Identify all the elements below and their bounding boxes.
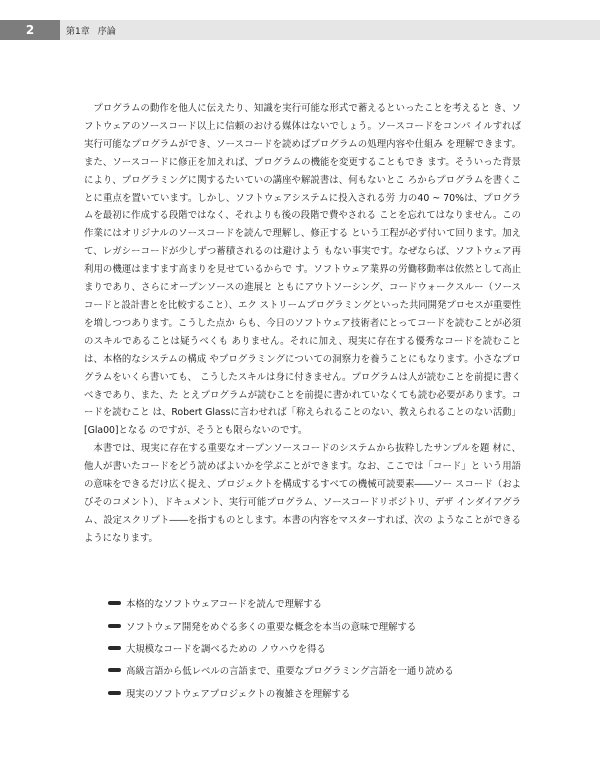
list-item-text: 本格的なソフトウェアコードを読んで理解する — [126, 599, 323, 611]
bullet-icon — [108, 691, 121, 695]
chapter-label: 第1章 — [66, 26, 90, 37]
paragraph: 本書では、現実に存在する重要なオープンソースコードのシステムから抜粋したサンプルを題 材に、他人が書いたコードをどう読めばよいかを学ぶことができます。なお、ここでは「コード」と いう用語の意味をできるだけ広く捉え、プロジェクトを構成するすべての機械可読要素――ソー スコード（およびそのコメント）、ドキュメント、実行可能プログラム、ソースコードリポジトリ、デザ インダイアグラム、設定スクリプト――を指すものとします。本書の内容をマスターすれば、次の ようなことができるようになります。 — [84, 443, 521, 544]
list-item — [108, 614, 528, 636]
chapter-heading — [60, 20, 600, 40]
list-item-text: 現実のソフトウェアプロジェクトの複雑さを理解する — [126, 688, 351, 700]
bullet-icon — [108, 646, 121, 650]
list-item-text: ソフトウェア開発をめぐる多くの重要な概念を本当の意味で理解する — [126, 621, 417, 633]
body-text — [84, 100, 521, 548]
paragraph: プログラムの動作を他人に伝えたり、知識を実行可能な形式で蓄えるといったことを考えると き、ソフトウェアのソースコード以上に信頼のおける媒体はないでしょう。ソースコードをコンパ イルすれば実行可能なプログラムができ、ソースコードを読めばプログラムの処理内容や仕組み を理解できます。また、ソースコードに修正を加えれば、プログラムの機能を変更することもでき ます。そういった背景により、プログラミングに関するたいていの講座や解説書は、何もないとこ ろからプログラムを書くことに重点を置いています。しかし、ソフトウェアシステムに投入される労 力の40 ~ 70%は、プログラムを最初に作成する段階ではなく、それよりも後の段階で費やされる ことを忘れてはなりません。この作業にはオリジナルのソースコードを読んで理解し、修正する という工程が必ず付いて回ります。加えて、レガシーコードが少しずつ蓄積されるのは避けよう もない事実です。なぜならば、ソフトウェア再利用の機運はますます高まりを見せているからで す。ソフトウェア業界の労働移動率は依然として高止まりであり、さらにオープンソースの進展と ともにアウトソーシング、コードウォークスルー（ソースコードと設計書とを比較すること）、エク ストリームプログラミングといった共同開発プロセスが重要性を増しつつあります。こうした点か らも、今日のソフトウェア技術者にとってコードを読むことが必須のスキルであることは疑うべくも ありません。それに加え、現実に存在する優秀なコードを読むことは、本格的なシステムの構成 やプログラミングについての洞察力を養うことにもなります。小さなプログラムをいくら書いても、 こうしたスキルは身に付きません。プログラムは人が読むことを前提に書くべきであり、また、た とえプログラムが読むことを前提に書かれていなくても読む必要があります。コードを読むこと は、Robert Glassに言わせれば「称えられることのない、教えられることのない活動」[Gla00]となる のですが、そうとも限らないのです。 — [84, 103, 521, 437]
list-item-text: 大規模なコードを調べるための ノウハウを得る — [126, 643, 326, 655]
section-title: 序論 — [97, 26, 116, 37]
bullet-icon — [108, 601, 121, 605]
page-number: 2 — [0, 20, 60, 40]
page-header — [0, 20, 600, 40]
list-item-text: 高級言語から低レベルの言語まで、重要なプログラミング言語を一通り読める — [126, 666, 454, 678]
bullet-icon — [108, 668, 121, 672]
list-item — [108, 592, 528, 614]
list-item — [108, 682, 528, 704]
bullet-list — [108, 592, 528, 704]
bullet-icon — [108, 624, 121, 628]
list-item — [108, 659, 528, 681]
list-item — [108, 637, 528, 659]
